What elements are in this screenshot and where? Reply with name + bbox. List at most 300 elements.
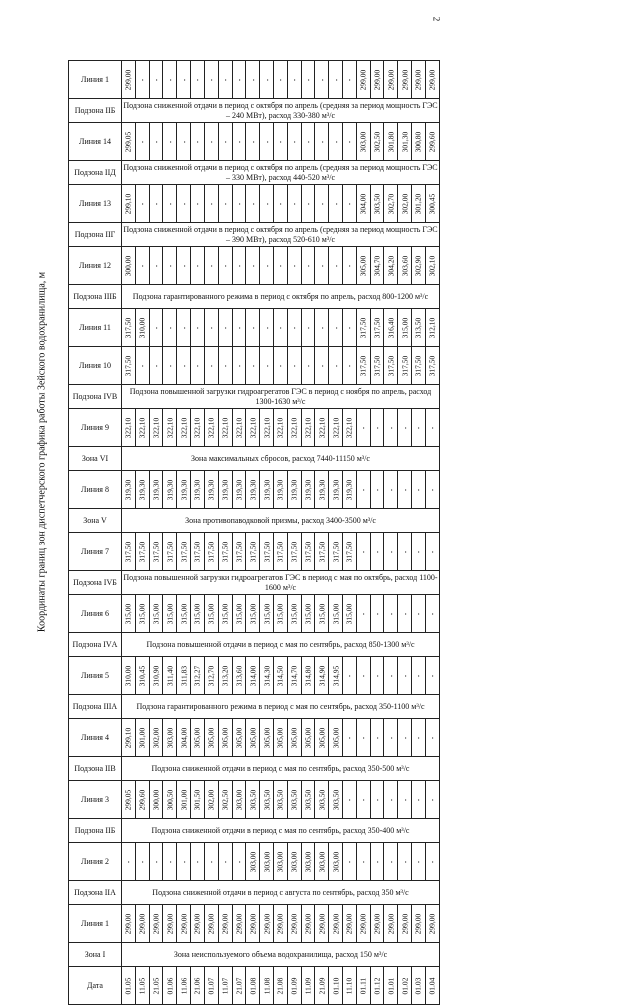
value-cell <box>370 409 384 447</box>
cell-text: - <box>386 612 396 615</box>
value-cell <box>122 843 136 881</box>
cell-text: 01.12 <box>372 977 382 994</box>
cell-text: - <box>165 78 175 81</box>
cell-text: - <box>427 426 437 429</box>
value-cell <box>204 309 218 347</box>
value-cell <box>356 595 370 633</box>
value-cell <box>398 843 412 881</box>
cell-text: - <box>234 860 244 863</box>
cell-text: 317,50 <box>275 541 285 562</box>
cell-text: - <box>358 798 368 801</box>
cell-text: - <box>220 364 230 367</box>
cell-text: 319,30 <box>192 479 202 500</box>
line-row <box>69 185 440 223</box>
line-row <box>69 595 440 633</box>
row-label: Подзона IIIА <box>69 695 122 719</box>
cell-text: 317,50 <box>123 541 133 562</box>
cell-text: 322,10 <box>275 417 285 438</box>
value-cell <box>260 185 274 223</box>
cell-text: - <box>372 674 382 677</box>
value-cell <box>149 719 163 757</box>
cell-text: - <box>413 488 423 491</box>
value-cell <box>301 905 315 943</box>
value-cell <box>301 533 315 571</box>
value-cell <box>122 905 136 943</box>
cell-text: - <box>413 426 423 429</box>
value-cell <box>398 61 412 99</box>
cell-text: 299,05 <box>123 789 133 810</box>
value-cell <box>163 247 177 285</box>
cell-text: 315,00 <box>220 603 230 624</box>
row-label: Линия 3 <box>69 781 122 819</box>
zone-row <box>69 943 440 967</box>
value-cell <box>384 781 398 819</box>
value-cell <box>122 409 136 447</box>
cell-text: - <box>317 264 327 267</box>
cell-text: 305,00 <box>358 255 368 276</box>
value-cell <box>315 781 329 819</box>
cell-text: 299,00 <box>303 913 313 934</box>
value-cell <box>260 247 274 285</box>
value-cell <box>163 533 177 571</box>
cell-text: 317,50 <box>234 541 244 562</box>
value-cell <box>329 595 343 633</box>
value-cell <box>315 185 329 223</box>
value-cell <box>384 409 398 447</box>
value-cell <box>218 719 232 757</box>
value-cell <box>218 533 232 571</box>
row-label: Дата <box>69 967 122 1005</box>
cell-text: 317,50 <box>192 541 202 562</box>
cell-text: - <box>317 78 327 81</box>
value-cell <box>425 533 439 571</box>
cell-text: - <box>386 488 396 491</box>
value-cell <box>191 905 205 943</box>
value-cell <box>163 657 177 695</box>
cell-text: - <box>248 264 258 267</box>
cell-text: - <box>248 78 258 81</box>
zone-description: Подзона сниженной отдачи в период с мая по сентябрь, расход 350-500 м³/с <box>122 757 440 781</box>
cell-text: - <box>317 326 327 329</box>
cell-text: 303,00 <box>262 851 272 872</box>
cell-text: 315,00 <box>275 603 285 624</box>
value-cell <box>232 471 246 509</box>
cell-text: 305,00 <box>248 727 258 748</box>
cell-text: 319,30 <box>248 479 258 500</box>
value-cell <box>260 657 274 695</box>
cell-text: 302,70 <box>386 193 396 214</box>
value-cell <box>343 347 357 385</box>
cell-text: - <box>413 860 423 863</box>
cell-text: 301,50 <box>192 789 202 810</box>
value-cell <box>122 347 136 385</box>
cell-text: 01.05 <box>123 977 133 994</box>
cell-text: - <box>137 78 147 81</box>
cell-text: - <box>303 326 313 329</box>
cell-text: - <box>206 140 216 143</box>
cell-text: - <box>248 140 258 143</box>
cell-text: 316,40 <box>386 317 396 338</box>
line-row <box>69 409 440 447</box>
value-cell <box>287 247 301 285</box>
cell-text: 303,00 <box>358 131 368 152</box>
value-cell <box>191 719 205 757</box>
cell-text: 305,00 <box>303 727 313 748</box>
value-cell <box>412 309 426 347</box>
cell-text: 317,50 <box>123 355 133 376</box>
value-cell <box>329 409 343 447</box>
cell-text: - <box>344 364 354 367</box>
cell-text: 01.07 <box>206 977 216 994</box>
cell-text: 322,10 <box>123 417 133 438</box>
value-cell <box>122 533 136 571</box>
value-cell <box>329 185 343 223</box>
value-cell <box>135 719 149 757</box>
cell-text: - <box>289 140 299 143</box>
value-cell <box>356 123 370 161</box>
value-cell <box>356 657 370 695</box>
cell-text: - <box>331 364 341 367</box>
value-cell <box>425 61 439 99</box>
cell-text: 299,60 <box>427 131 437 152</box>
value-cell <box>287 657 301 695</box>
value-cell <box>425 719 439 757</box>
date-cell <box>273 967 287 1005</box>
cell-text: 315,00 <box>400 317 410 338</box>
value-cell <box>398 347 412 385</box>
cell-text: - <box>151 264 161 267</box>
cell-text: 305,00 <box>275 727 285 748</box>
cell-text: 317,50 <box>358 355 368 376</box>
value-cell <box>204 719 218 757</box>
cell-text: - <box>248 326 258 329</box>
value-cell <box>232 657 246 695</box>
value-cell <box>149 471 163 509</box>
cell-text: - <box>303 264 313 267</box>
cell-text: 304,00 <box>358 193 368 214</box>
cell-text: - <box>234 364 244 367</box>
date-cell <box>384 967 398 1005</box>
cell-text: 299,05 <box>123 131 133 152</box>
value-cell <box>343 471 357 509</box>
cell-text: - <box>303 140 313 143</box>
cell-text: - <box>317 364 327 367</box>
value-cell <box>273 905 287 943</box>
cell-text: 322,10 <box>262 417 272 438</box>
value-cell <box>412 781 426 819</box>
line-row <box>69 471 440 509</box>
cell-text: - <box>192 78 202 81</box>
cell-text: 317,50 <box>289 541 299 562</box>
cell-text: - <box>344 860 354 863</box>
cell-text: 315,00 <box>165 603 175 624</box>
date-cell <box>370 967 384 1005</box>
cell-text: 299,10 <box>123 193 133 214</box>
cell-text: - <box>386 426 396 429</box>
cell-text: 303,00 <box>289 851 299 872</box>
value-cell <box>135 61 149 99</box>
cell-text: - <box>234 264 244 267</box>
cell-text: 322,10 <box>192 417 202 438</box>
value-cell <box>273 533 287 571</box>
date-cell <box>315 967 329 1005</box>
cell-text: - <box>344 140 354 143</box>
cell-text: - <box>358 550 368 553</box>
value-cell <box>260 781 274 819</box>
cell-text: 299,00 <box>192 913 202 934</box>
cell-text: 315,00 <box>234 603 244 624</box>
cell-text: - <box>234 326 244 329</box>
date-cell <box>177 967 191 1005</box>
cell-text: 301,00 <box>137 727 147 748</box>
value-cell <box>287 595 301 633</box>
cell-text: 315,00 <box>123 603 133 624</box>
value-cell <box>301 123 315 161</box>
value-cell <box>204 657 218 695</box>
value-cell <box>301 471 315 509</box>
value-cell <box>163 347 177 385</box>
cell-text: - <box>206 364 216 367</box>
cell-text: 305,00 <box>262 727 272 748</box>
value-cell <box>232 409 246 447</box>
cell-text: 315,00 <box>331 603 341 624</box>
cell-text: - <box>165 860 175 863</box>
cell-text: - <box>137 140 147 143</box>
row-label: Линия 1 <box>69 61 122 99</box>
value-cell <box>204 185 218 223</box>
cell-text: 317,50 <box>344 541 354 562</box>
cell-text: 303,50 <box>372 193 382 214</box>
cell-text: - <box>400 798 410 801</box>
cell-text: - <box>289 364 299 367</box>
cell-text: 303,50 <box>317 789 327 810</box>
cell-text: 299,00 <box>123 913 133 934</box>
value-cell <box>163 595 177 633</box>
cell-text: - <box>344 202 354 205</box>
value-cell <box>412 905 426 943</box>
cell-text: 11.06 <box>179 977 189 994</box>
cell-text: 01.11 <box>358 977 368 994</box>
cell-text: - <box>289 264 299 267</box>
row-label: Подзона IIБ <box>69 99 122 123</box>
cell-text: - <box>179 326 189 329</box>
value-cell <box>135 471 149 509</box>
value-cell <box>273 719 287 757</box>
line-row <box>69 309 440 347</box>
value-cell <box>370 657 384 695</box>
value-cell <box>191 533 205 571</box>
value-cell <box>260 409 274 447</box>
date-cell <box>301 967 315 1005</box>
date-cell <box>425 967 439 1005</box>
cell-text: - <box>165 140 175 143</box>
cell-text: - <box>206 264 216 267</box>
value-cell <box>329 719 343 757</box>
value-cell <box>356 347 370 385</box>
value-cell <box>149 309 163 347</box>
value-cell <box>384 61 398 99</box>
cell-text: - <box>386 674 396 677</box>
value-cell <box>287 309 301 347</box>
cell-text: 299,00 <box>427 913 437 934</box>
zone-row <box>69 633 440 657</box>
value-cell <box>301 61 315 99</box>
value-cell <box>135 533 149 571</box>
value-cell <box>177 657 191 695</box>
row-label: Линия 10 <box>69 347 122 385</box>
cell-text: - <box>234 202 244 205</box>
cell-text: - <box>358 426 368 429</box>
value-cell <box>412 471 426 509</box>
cell-text: 299,00 <box>165 913 175 934</box>
value-cell <box>191 123 205 161</box>
cell-text: 322,10 <box>206 417 216 438</box>
cell-text: - <box>275 140 285 143</box>
cell-text: - <box>427 612 437 615</box>
value-cell <box>343 905 357 943</box>
value-cell <box>246 657 260 695</box>
cell-text: 303,50 <box>331 789 341 810</box>
value-cell <box>122 781 136 819</box>
value-cell <box>315 719 329 757</box>
coordinates-table <box>68 60 440 1005</box>
cell-text: 303,50 <box>262 789 272 810</box>
cell-text: 312,10 <box>427 317 437 338</box>
value-cell <box>398 123 412 161</box>
cell-text: 299,00 <box>262 913 272 934</box>
value-cell <box>163 471 177 509</box>
cell-text: - <box>179 364 189 367</box>
cell-text: 299,00 <box>248 913 258 934</box>
cell-text: 303,00 <box>275 851 285 872</box>
value-cell <box>122 309 136 347</box>
cell-text: - <box>386 736 396 739</box>
cell-text: 301,20 <box>413 193 423 214</box>
value-cell <box>370 781 384 819</box>
value-cell <box>356 533 370 571</box>
value-cell <box>218 61 232 99</box>
cell-text: - <box>262 78 272 81</box>
value-cell <box>218 595 232 633</box>
cell-text: 317,50 <box>386 355 396 376</box>
value-cell <box>204 123 218 161</box>
value-cell <box>343 247 357 285</box>
cell-text: 322,10 <box>303 417 313 438</box>
cell-text: 11.05 <box>137 977 147 994</box>
cell-text: - <box>275 264 285 267</box>
row-label: Линия 14 <box>69 123 122 161</box>
cell-text: - <box>358 736 368 739</box>
cell-text: - <box>206 202 216 205</box>
value-cell <box>246 185 260 223</box>
cell-text: 319,30 <box>165 479 175 500</box>
value-cell <box>425 247 439 285</box>
zone-description: Подзона повышенной загрузки гидроагрегатов ГЭС в период с мая по октябрь, расход 1100-1600 м³/с <box>122 571 440 595</box>
cell-text: - <box>137 364 147 367</box>
value-cell <box>370 595 384 633</box>
cell-text: - <box>165 364 175 367</box>
value-cell <box>343 309 357 347</box>
value-cell <box>398 719 412 757</box>
cell-text: 319,30 <box>206 479 216 500</box>
value-cell <box>122 657 136 695</box>
value-cell <box>177 781 191 819</box>
value-cell <box>204 533 218 571</box>
value-cell <box>412 533 426 571</box>
value-cell <box>191 347 205 385</box>
value-cell <box>260 471 274 509</box>
zone-description: Зона максимальных сбросов, расход 7440-11150 м³/с <box>122 447 440 471</box>
cell-text: 305,00 <box>317 727 327 748</box>
value-cell <box>384 843 398 881</box>
cell-text: 302,10 <box>427 255 437 276</box>
value-cell <box>149 533 163 571</box>
cell-text: 11.10 <box>344 977 354 994</box>
cell-text: - <box>413 550 423 553</box>
cell-text: - <box>344 264 354 267</box>
cell-text: 305,00 <box>234 727 244 748</box>
cell-text: - <box>192 860 202 863</box>
cell-text: - <box>344 798 354 801</box>
zone-row <box>69 161 440 185</box>
document-title-text: Координаты границ зон диспетчерского графика работы Зейского водохранилища, м <box>36 271 48 633</box>
row-label: Линия 6 <box>69 595 122 633</box>
zone-description: Подзона сниженной отдачи в период с октября по апрель (средняя за период мощность ГЭС – 390 МВт), расход 520-610 м³/с <box>122 223 440 247</box>
cell-text: 01.01 <box>386 977 396 994</box>
cell-text: 304,00 <box>179 727 189 748</box>
value-cell <box>135 409 149 447</box>
cell-text: 299,00 <box>123 69 133 90</box>
value-cell <box>191 309 205 347</box>
line-row <box>69 657 440 695</box>
cell-text: 317,50 <box>331 541 341 562</box>
cell-text: 299,00 <box>386 69 396 90</box>
cell-text: 300,50 <box>165 789 175 810</box>
date-cell <box>398 967 412 1005</box>
cell-text: - <box>400 860 410 863</box>
value-cell <box>191 843 205 881</box>
zone-row <box>69 757 440 781</box>
value-cell <box>273 123 287 161</box>
cell-text: - <box>262 326 272 329</box>
value-cell <box>384 719 398 757</box>
cell-text: - <box>303 364 313 367</box>
cell-text: - <box>317 140 327 143</box>
value-cell <box>260 347 274 385</box>
value-cell <box>370 185 384 223</box>
cell-text: 305,00 <box>220 727 230 748</box>
cell-text: 319,30 <box>220 479 230 500</box>
cell-text: - <box>220 264 230 267</box>
value-cell <box>398 533 412 571</box>
value-cell <box>191 657 205 695</box>
zone-row <box>69 447 440 471</box>
date-cell <box>287 967 301 1005</box>
value-cell <box>370 471 384 509</box>
value-cell <box>163 409 177 447</box>
cell-text: - <box>372 860 382 863</box>
cell-text: - <box>123 860 133 863</box>
cell-text: 01.06 <box>165 977 175 994</box>
date-cell <box>149 967 163 1005</box>
value-cell <box>370 719 384 757</box>
cell-text: 319,30 <box>275 479 285 500</box>
cell-text: 300,80 <box>413 131 423 152</box>
cell-text: 322,10 <box>344 417 354 438</box>
cell-text: 303,00 <box>165 727 175 748</box>
value-cell <box>273 843 287 881</box>
value-cell <box>301 657 315 695</box>
